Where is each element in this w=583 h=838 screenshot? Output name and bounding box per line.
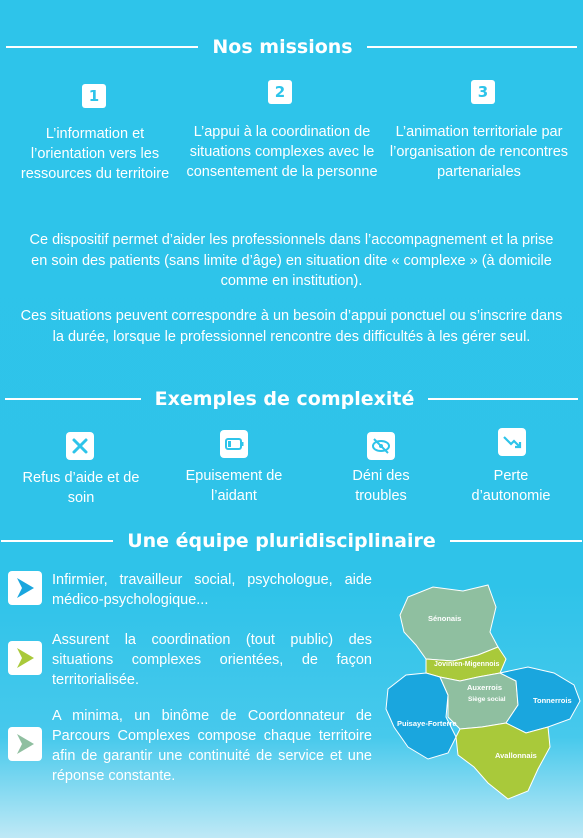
divider (5, 398, 141, 400)
map-label-avallonnais: Avallonnais (495, 751, 537, 760)
example-text-3: Déni des troubles (352, 468, 410, 504)
chevron-right-green-icon (8, 641, 42, 675)
chevron-right-blue-icon (8, 571, 42, 605)
map-label-senonais: Sénonais (428, 614, 462, 623)
map-label-jovinien: Jovinien-Migennois (434, 661, 500, 668)
map-label-tonnerrois: Tonnerrois (533, 696, 572, 705)
arrow-down-right-icon (498, 428, 526, 456)
team-text-3: A minima, un binôme de Coordonnateur de Parcours Complexes compose chaque territoire afin de garantir une continuité de service et une réponse constante. (52, 708, 372, 784)
mission-number-2: 2 (268, 80, 292, 104)
example-text-2: Epuisement de l’aidant (185, 468, 283, 504)
map-label-siege: Siège social (468, 696, 506, 703)
divider (367, 46, 577, 48)
missions-title: Nos missions (212, 36, 353, 58)
chevron-right-teal-icon (8, 727, 42, 761)
missions-paragraph-2: Ces situations peuvent correspondre à un besoin d’appui ponctuel ou s’inscrire dans la durée, lorsque le professionnel rencontre des difficultés à les gérer seul. (20, 308, 563, 345)
missions-paragraph-1: Ce dispositif permet d’aider les professionnels dans l’accompagnement et la prise en soin des patients (sans limite d’âge) en situation dite « complexe » (à domicile comme en institution). (29, 232, 554, 289)
divider (450, 540, 582, 542)
mission-text-3: L’animation territoriale par l’organisation de rencontres partenariales (389, 124, 569, 180)
example-text-4: Perte d’autonomie (471, 468, 551, 504)
territory-map (378, 577, 583, 807)
mission-text-2: L’appui à la coordination de situations complexes avec le consentement de la personne (186, 124, 378, 180)
team-title: Une équipe pluridisciplinaire (127, 530, 436, 552)
mission-text-1: L’information et l’orientation vers les ressources du territoire (20, 126, 170, 182)
examples-header (0, 388, 583, 410)
x-mark-icon (66, 432, 94, 460)
map-region-avallonnais (456, 723, 550, 799)
team-header (0, 530, 583, 552)
divider (428, 398, 578, 400)
team-text-2: Assurent la coordination (tout public) des situations complexes orientées, de façon territorialisée. (52, 632, 372, 688)
team-text-1: Infirmier, travailleur social, psychologue, aide médico-psychologique... (52, 572, 372, 608)
missions-header (0, 36, 583, 58)
divider (6, 46, 198, 48)
battery-low-icon (220, 430, 248, 458)
map-label-puisaye: Puisaye-Forterre (397, 719, 457, 728)
example-text-1: Refus d’aide et de soin (22, 470, 140, 506)
map-label-auxerrois: Auxerrois (467, 683, 503, 692)
mission-number-3: 3 (471, 80, 495, 104)
map-region-senonais (400, 585, 498, 661)
examples-title: Exemples de complexité (154, 388, 415, 410)
mission-number-1: 1 (82, 84, 106, 108)
divider (1, 540, 113, 542)
eye-slash-icon (367, 432, 395, 460)
